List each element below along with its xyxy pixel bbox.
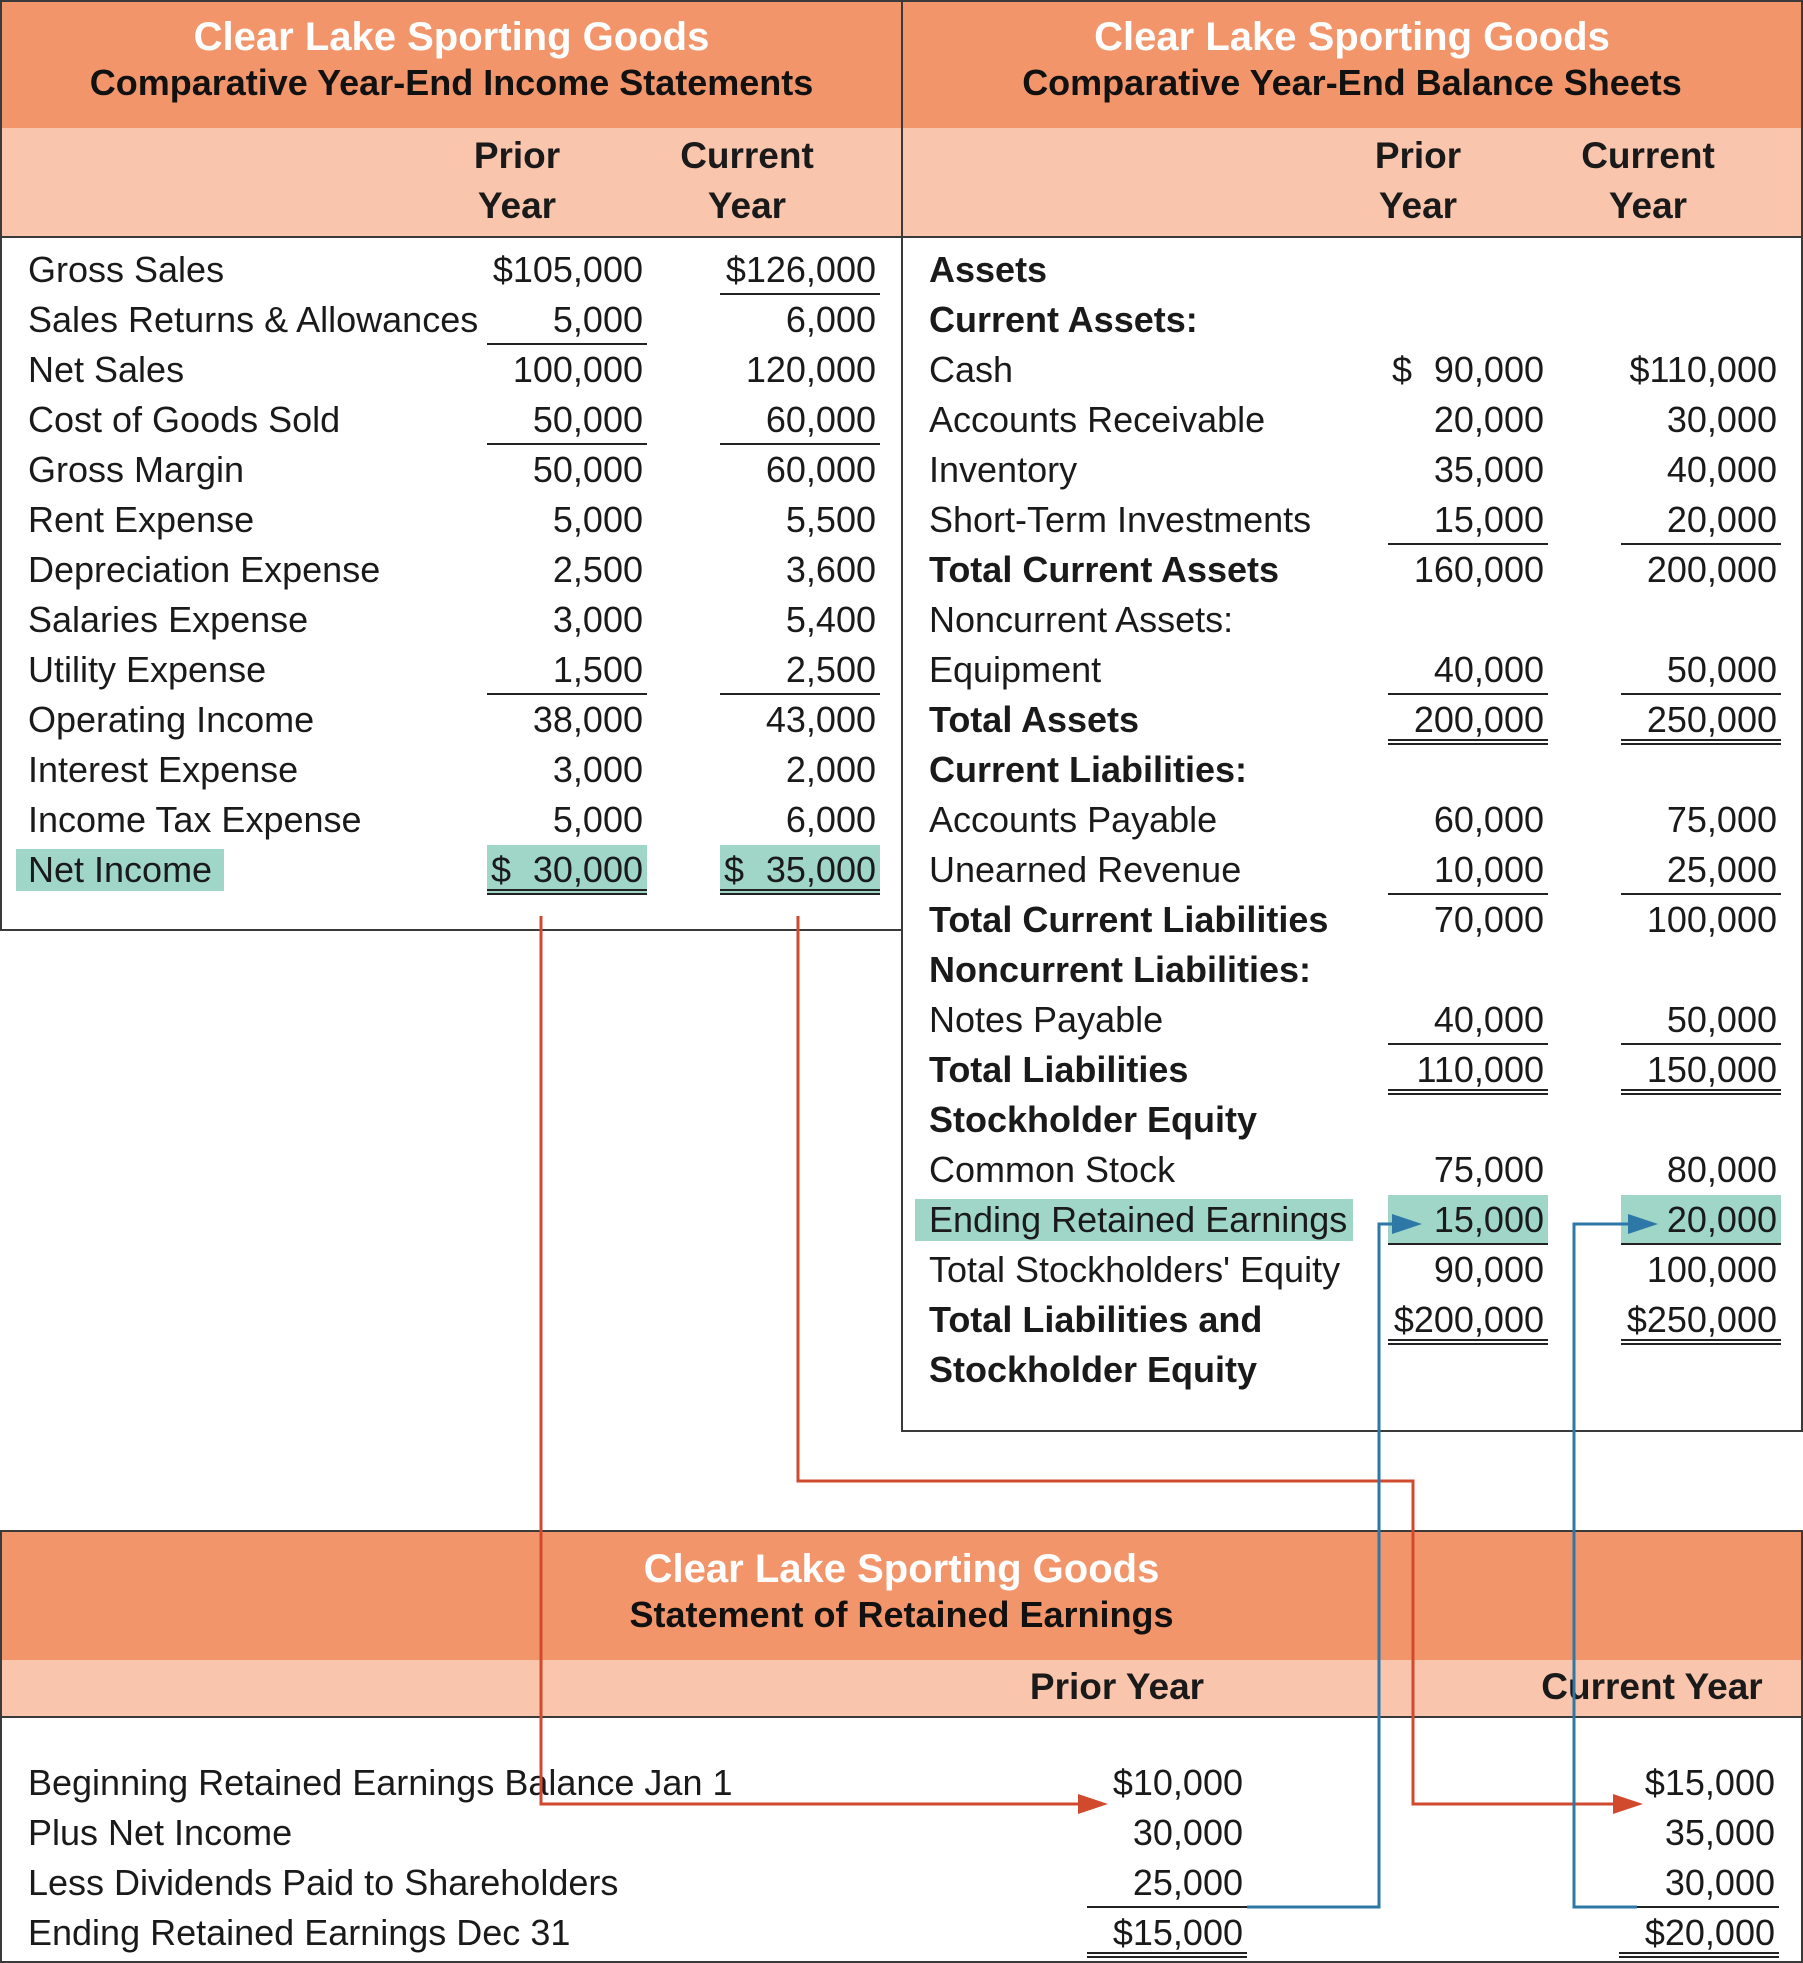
income-prior-value xyxy=(487,495,647,545)
balance-company-name: Clear Lake Sporting Goods xyxy=(1094,15,1610,59)
income-prior-value xyxy=(487,345,647,395)
balance-row-unearned-revenue xyxy=(903,845,1801,895)
balance-prior-value xyxy=(1388,495,1548,545)
income-col-prior xyxy=(442,131,592,231)
amount: 70,000 xyxy=(1433,899,1544,940)
balance-prior-value xyxy=(1388,345,1548,395)
balance-row-label: Ending Retained Earnings xyxy=(915,1199,1353,1241)
balance-row-total-stockholders-equity xyxy=(903,1245,1801,1295)
income-row-sales-returns-allowances xyxy=(2,295,901,345)
balance-row-label: Total Assets xyxy=(929,699,1140,740)
amount: 50,000 xyxy=(1666,999,1777,1040)
amount: 3,600 xyxy=(785,549,876,590)
income-col-current xyxy=(662,131,832,231)
balance-current-value xyxy=(1621,445,1781,495)
amount: 5,000 xyxy=(552,799,643,840)
balance-row-label: Stockholder Equity xyxy=(929,1349,1258,1390)
income-current-value xyxy=(720,795,880,845)
balance-prior-value xyxy=(1388,645,1548,695)
balance-col-prior-line2: Year xyxy=(1378,185,1458,226)
income-row-label: Interest Expense xyxy=(28,749,299,790)
balance-current-value xyxy=(1621,795,1781,845)
amount: 5,400 xyxy=(785,599,876,640)
income-current-value xyxy=(720,595,880,645)
income-prior-value xyxy=(487,745,647,795)
balance-current-value xyxy=(1621,645,1781,695)
balance-column-header xyxy=(903,128,1801,238)
income-row-gross-sales xyxy=(2,245,901,295)
balance-prior-value xyxy=(1388,545,1548,595)
amount: 50,000 xyxy=(532,449,643,490)
balance-row-equipment xyxy=(903,645,1801,695)
balance-row-accounts-payable xyxy=(903,795,1801,845)
balance-current-value xyxy=(1621,895,1781,945)
balance-row-label: Current Assets: xyxy=(929,299,1198,340)
income-row-salaries-expense xyxy=(2,595,901,645)
balance-row-label: Notes Payable xyxy=(929,999,1164,1040)
balance-prior-value xyxy=(1388,795,1548,845)
balance-prior-value xyxy=(1388,445,1548,495)
amount: 25,000 xyxy=(1132,1862,1243,1903)
balance-col-current-line1: Current xyxy=(1581,135,1715,176)
amount: 40,000 xyxy=(1666,449,1777,490)
balance-prior-value xyxy=(1388,395,1548,445)
income-current-value xyxy=(720,245,880,295)
income-current-value xyxy=(720,545,880,595)
retained-company-name: Clear Lake Sporting Goods xyxy=(643,1547,1160,1591)
income-col-current-line1: Current xyxy=(680,135,814,176)
balance-row-label: Cash xyxy=(929,349,1014,390)
balance-prior-value xyxy=(1388,895,1548,945)
amount: 75,000 xyxy=(1666,799,1777,840)
balance-row-label: Accounts Payable xyxy=(929,799,1218,840)
amount: $250,000 xyxy=(1626,1299,1777,1340)
amount: 200,000 xyxy=(1646,549,1777,590)
balance-row-current-liabilities xyxy=(903,745,1801,795)
balance-current-value xyxy=(1621,995,1781,1045)
balance-row-label: Common Stock xyxy=(929,1149,1176,1190)
income-current-value xyxy=(720,345,880,395)
retained-row-plus-net-income xyxy=(2,1808,1801,1858)
income-row-rent-expense xyxy=(2,495,901,545)
income-prior-value xyxy=(487,695,647,745)
retained-current-value xyxy=(1619,1808,1779,1858)
income-prior-value xyxy=(487,295,647,345)
balance-row-total-assets xyxy=(903,695,1801,745)
balance-row-label: Unearned Revenue xyxy=(929,849,1242,890)
income-subtitle: Comparative Year-End Income Statements xyxy=(89,62,814,103)
amount: $110,000 xyxy=(1629,349,1777,390)
balance-row-label: Total Liabilities and xyxy=(929,1299,1263,1340)
amount: 15,000 xyxy=(1433,1199,1544,1240)
retained-prior-value xyxy=(1087,1758,1247,1808)
income-prior-value xyxy=(487,445,647,495)
income-row-label: Rent Expense xyxy=(28,499,255,540)
balance-row-label: Inventory xyxy=(929,449,1078,490)
balance-row-label: Noncurrent Liabilities: xyxy=(929,949,1312,990)
amount: 20,000 xyxy=(1666,1199,1777,1240)
amount: 160,000 xyxy=(1413,549,1544,590)
amount: 5,000 xyxy=(552,299,643,340)
amount: 80,000 xyxy=(1666,1149,1777,1190)
balance-current-value xyxy=(1621,1045,1781,1095)
income-row-label: Operating Income xyxy=(28,699,315,740)
balance-row-total-current-liabilities xyxy=(903,895,1801,945)
retained-col-current: Current Year xyxy=(1541,1666,1763,1707)
balance-row-total-liabilities-and xyxy=(903,1295,1801,1345)
dollar-sign: $ xyxy=(491,849,512,890)
income-row-label: Net Income xyxy=(16,849,224,891)
balance-row-label: Total Current Assets xyxy=(929,549,1280,590)
retained-prior-value xyxy=(1087,1908,1247,1958)
amount: 20,000 xyxy=(1433,399,1544,440)
amount: $15,000 xyxy=(1644,1762,1775,1803)
balance-prior-value xyxy=(1388,1145,1548,1195)
amount: $200,000 xyxy=(1393,1299,1544,1340)
balance-current-value xyxy=(1621,695,1781,745)
amount: 30,000 xyxy=(1666,399,1777,440)
retained-row-ending-retained-earnings-dec-31 xyxy=(2,1908,1801,1958)
retained-current-value xyxy=(1619,1908,1779,1958)
amount: 2,000 xyxy=(785,749,876,790)
amount: 15,000 xyxy=(1433,499,1544,540)
income-prior-value xyxy=(487,795,647,845)
income-row-interest-expense xyxy=(2,745,901,795)
amount: 25,000 xyxy=(1666,849,1777,890)
retained-prior-value xyxy=(1087,1858,1247,1908)
amount: 20,000 xyxy=(1666,499,1777,540)
amount: 90,000 xyxy=(1433,1249,1544,1290)
balance-current-value xyxy=(1621,345,1781,395)
balance-row-label: Current Liabilities: xyxy=(929,749,1248,790)
income-current-value xyxy=(720,445,880,495)
balance-prior-value xyxy=(1388,1045,1548,1095)
retained-current-value xyxy=(1619,1758,1779,1808)
balance-row-label: Equipment xyxy=(929,649,1102,690)
income-title-band xyxy=(2,2,901,130)
balance-prior-value xyxy=(1388,1295,1548,1345)
balance-row-total-current-assets xyxy=(903,545,1801,595)
balance-row-noncurrent-liabilities xyxy=(903,945,1801,995)
balance-row-inventory xyxy=(903,445,1801,495)
amount: $20,000 xyxy=(1644,1912,1775,1953)
retained-title-band xyxy=(2,1532,1801,1662)
income-current-value xyxy=(720,745,880,795)
retained-prior-value xyxy=(1087,1808,1247,1858)
income-row-label: Income Tax Expense xyxy=(28,799,362,840)
income-statement-panel xyxy=(0,0,903,931)
balance-current-value xyxy=(1621,1245,1781,1295)
amount: 90,000 xyxy=(1433,349,1544,390)
amount: 250,000 xyxy=(1646,699,1777,740)
balance-col-current-line2: Year xyxy=(1608,185,1688,226)
income-row-label: Net Sales xyxy=(28,349,185,390)
amount: 50,000 xyxy=(532,399,643,440)
balance-row-label: Short-Term Investments xyxy=(929,499,1312,540)
income-row-label: Sales Returns & Allowances xyxy=(28,299,479,340)
income-current-value xyxy=(720,845,880,895)
amount: 10,000 xyxy=(1433,849,1544,890)
balance-current-value xyxy=(1621,845,1781,895)
balance-row-notes-payable xyxy=(903,995,1801,1045)
income-prior-value xyxy=(487,645,647,695)
balance-current-value xyxy=(1621,495,1781,545)
amount: $105,000 xyxy=(492,249,643,290)
amount: 38,000 xyxy=(532,699,643,740)
income-current-value xyxy=(720,295,880,345)
balance-row-label: Accounts Receivable xyxy=(929,399,1266,440)
amount: 1,500 xyxy=(552,649,643,690)
income-current-value xyxy=(720,695,880,745)
income-prior-value xyxy=(487,395,647,445)
balance-col-prior-line1: Prior xyxy=(1374,135,1462,176)
amount: 30,000 xyxy=(1132,1812,1243,1853)
income-row-gross-margin xyxy=(2,445,901,495)
amount: 60,000 xyxy=(1433,799,1544,840)
balance-row-label: Total Current Liabilities xyxy=(929,899,1329,940)
income-row-operating-income xyxy=(2,695,901,745)
income-row-income-tax-expense xyxy=(2,795,901,845)
income-row-net-income xyxy=(2,845,901,895)
balance-row-label: Total Liabilities xyxy=(929,1049,1189,1090)
dollar-sign: $ xyxy=(724,849,745,890)
amount: 5,000 xyxy=(552,499,643,540)
income-row-utility-expense xyxy=(2,645,901,695)
amount: 2,500 xyxy=(785,649,876,690)
balance-current-value xyxy=(1621,1295,1781,1345)
balance-prior-value xyxy=(1388,695,1548,745)
amount: 100,000 xyxy=(1646,1249,1777,1290)
income-column-header xyxy=(2,128,901,238)
balance-prior-value xyxy=(1388,845,1548,895)
balance-prior-value xyxy=(1388,995,1548,1045)
income-col-prior-line1: Prior xyxy=(473,135,561,176)
balance-col-current xyxy=(1563,131,1733,231)
amount: 60,000 xyxy=(765,399,876,440)
balance-row-label: Noncurrent Assets: xyxy=(929,599,1234,640)
amount: 43,000 xyxy=(765,699,876,740)
amount: 75,000 xyxy=(1433,1149,1544,1190)
retained-row-label: Ending Retained Earnings Dec 31 xyxy=(28,1912,571,1953)
amount: $126,000 xyxy=(725,249,876,290)
balance-row-short-term-investments xyxy=(903,495,1801,545)
income-row-label: Cost of Goods Sold xyxy=(28,399,341,440)
income-col-prior-line2: Year xyxy=(477,185,557,226)
amount: 100,000 xyxy=(512,349,643,390)
balance-row-assets xyxy=(903,245,1801,295)
amount: 6,000 xyxy=(785,299,876,340)
amount: 3,000 xyxy=(552,599,643,640)
income-prior-value xyxy=(487,595,647,645)
retained-earnings-panel xyxy=(0,1530,1803,1963)
retained-column-header xyxy=(2,1660,1801,1718)
retained-row-less-dividends-paid-to-shareholders xyxy=(2,1858,1801,1908)
balance-row-noncurrent-assets xyxy=(903,595,1801,645)
income-row-net-sales xyxy=(2,345,901,395)
income-row-label: Gross Sales xyxy=(28,249,225,290)
amount: 40,000 xyxy=(1433,999,1544,1040)
balance-row-label: Total Stockholders' Equity xyxy=(929,1249,1341,1290)
income-row-label: Utility Expense xyxy=(28,649,267,690)
income-current-value xyxy=(720,495,880,545)
income-prior-value xyxy=(487,845,647,895)
income-row-depreciation-expense xyxy=(2,545,901,595)
amount: 5,500 xyxy=(785,499,876,540)
income-row-label: Gross Margin xyxy=(28,449,245,490)
balance-row-stockholder-equity xyxy=(903,1095,1801,1145)
balance-row-accounts-receivable xyxy=(903,395,1801,445)
balance-current-value xyxy=(1621,395,1781,445)
amount: 40,000 xyxy=(1433,649,1544,690)
amount: 30,000 xyxy=(1664,1862,1775,1903)
retained-col-prior: Prior Year xyxy=(1029,1666,1205,1707)
amount: 2,500 xyxy=(552,549,643,590)
retained-row-label: Beginning Retained Earnings Balance Jan 1 xyxy=(28,1762,733,1803)
balance-row-label: Stockholder Equity xyxy=(929,1099,1258,1140)
balance-current-value xyxy=(1621,545,1781,595)
amount: $15,000 xyxy=(1112,1912,1243,1953)
income-company-name: Clear Lake Sporting Goods xyxy=(193,15,710,59)
income-current-value xyxy=(720,645,880,695)
balance-prior-value xyxy=(1388,1245,1548,1295)
balance-row-total-liabilities xyxy=(903,1045,1801,1095)
balance-title-band xyxy=(903,2,1801,130)
balance-row-label: Assets xyxy=(929,249,1048,290)
dollar-sign: $ xyxy=(1392,349,1413,390)
retained-row-label: Plus Net Income xyxy=(28,1812,293,1853)
amount: 120,000 xyxy=(745,349,876,390)
amount: 60,000 xyxy=(765,449,876,490)
balance-row-ending-retained-earnings xyxy=(903,1195,1801,1245)
balance-current-value xyxy=(1621,1145,1781,1195)
retained-current-value xyxy=(1619,1858,1779,1908)
balance-col-prior xyxy=(1343,131,1493,231)
amount: 35,000 xyxy=(1664,1812,1775,1853)
balance-row-common-stock xyxy=(903,1145,1801,1195)
balance-current-value xyxy=(1621,1195,1781,1245)
amount: $10,000 xyxy=(1112,1762,1243,1803)
amount: 30,000 xyxy=(532,849,643,890)
income-prior-value xyxy=(487,545,647,595)
amount: 35,000 xyxy=(1433,449,1544,490)
income-current-value xyxy=(720,395,880,445)
amount: 200,000 xyxy=(1413,699,1544,740)
income-row-cost-of-goods-sold xyxy=(2,395,901,445)
amount: 110,000 xyxy=(1416,1049,1544,1090)
balance-row-current-assets xyxy=(903,295,1801,345)
retained-subtitle: Statement of Retained Earnings xyxy=(629,1594,1174,1635)
balance-row-cash xyxy=(903,345,1801,395)
retained-row-beginning-retained-earnings-balance-jan-1 xyxy=(2,1758,1801,1808)
amount: 150,000 xyxy=(1646,1049,1777,1090)
amount: 6,000 xyxy=(785,799,876,840)
income-col-current-line2: Year xyxy=(707,185,787,226)
balance-subtitle: Comparative Year-End Balance Sheets xyxy=(1022,62,1682,103)
income-prior-value xyxy=(487,245,647,295)
retained-row-label: Less Dividends Paid to Shareholders xyxy=(28,1862,619,1903)
amount: 3,000 xyxy=(552,749,643,790)
balance-sheet-panel xyxy=(901,0,1803,1432)
income-row-label: Salaries Expense xyxy=(28,599,309,640)
balance-prior-value xyxy=(1388,1195,1548,1245)
income-row-label: Depreciation Expense xyxy=(28,549,381,590)
amount: 100,000 xyxy=(1646,899,1777,940)
amount: 35,000 xyxy=(765,849,876,890)
balance-row-stockholder-equity xyxy=(903,1345,1801,1395)
amount: 50,000 xyxy=(1666,649,1777,690)
